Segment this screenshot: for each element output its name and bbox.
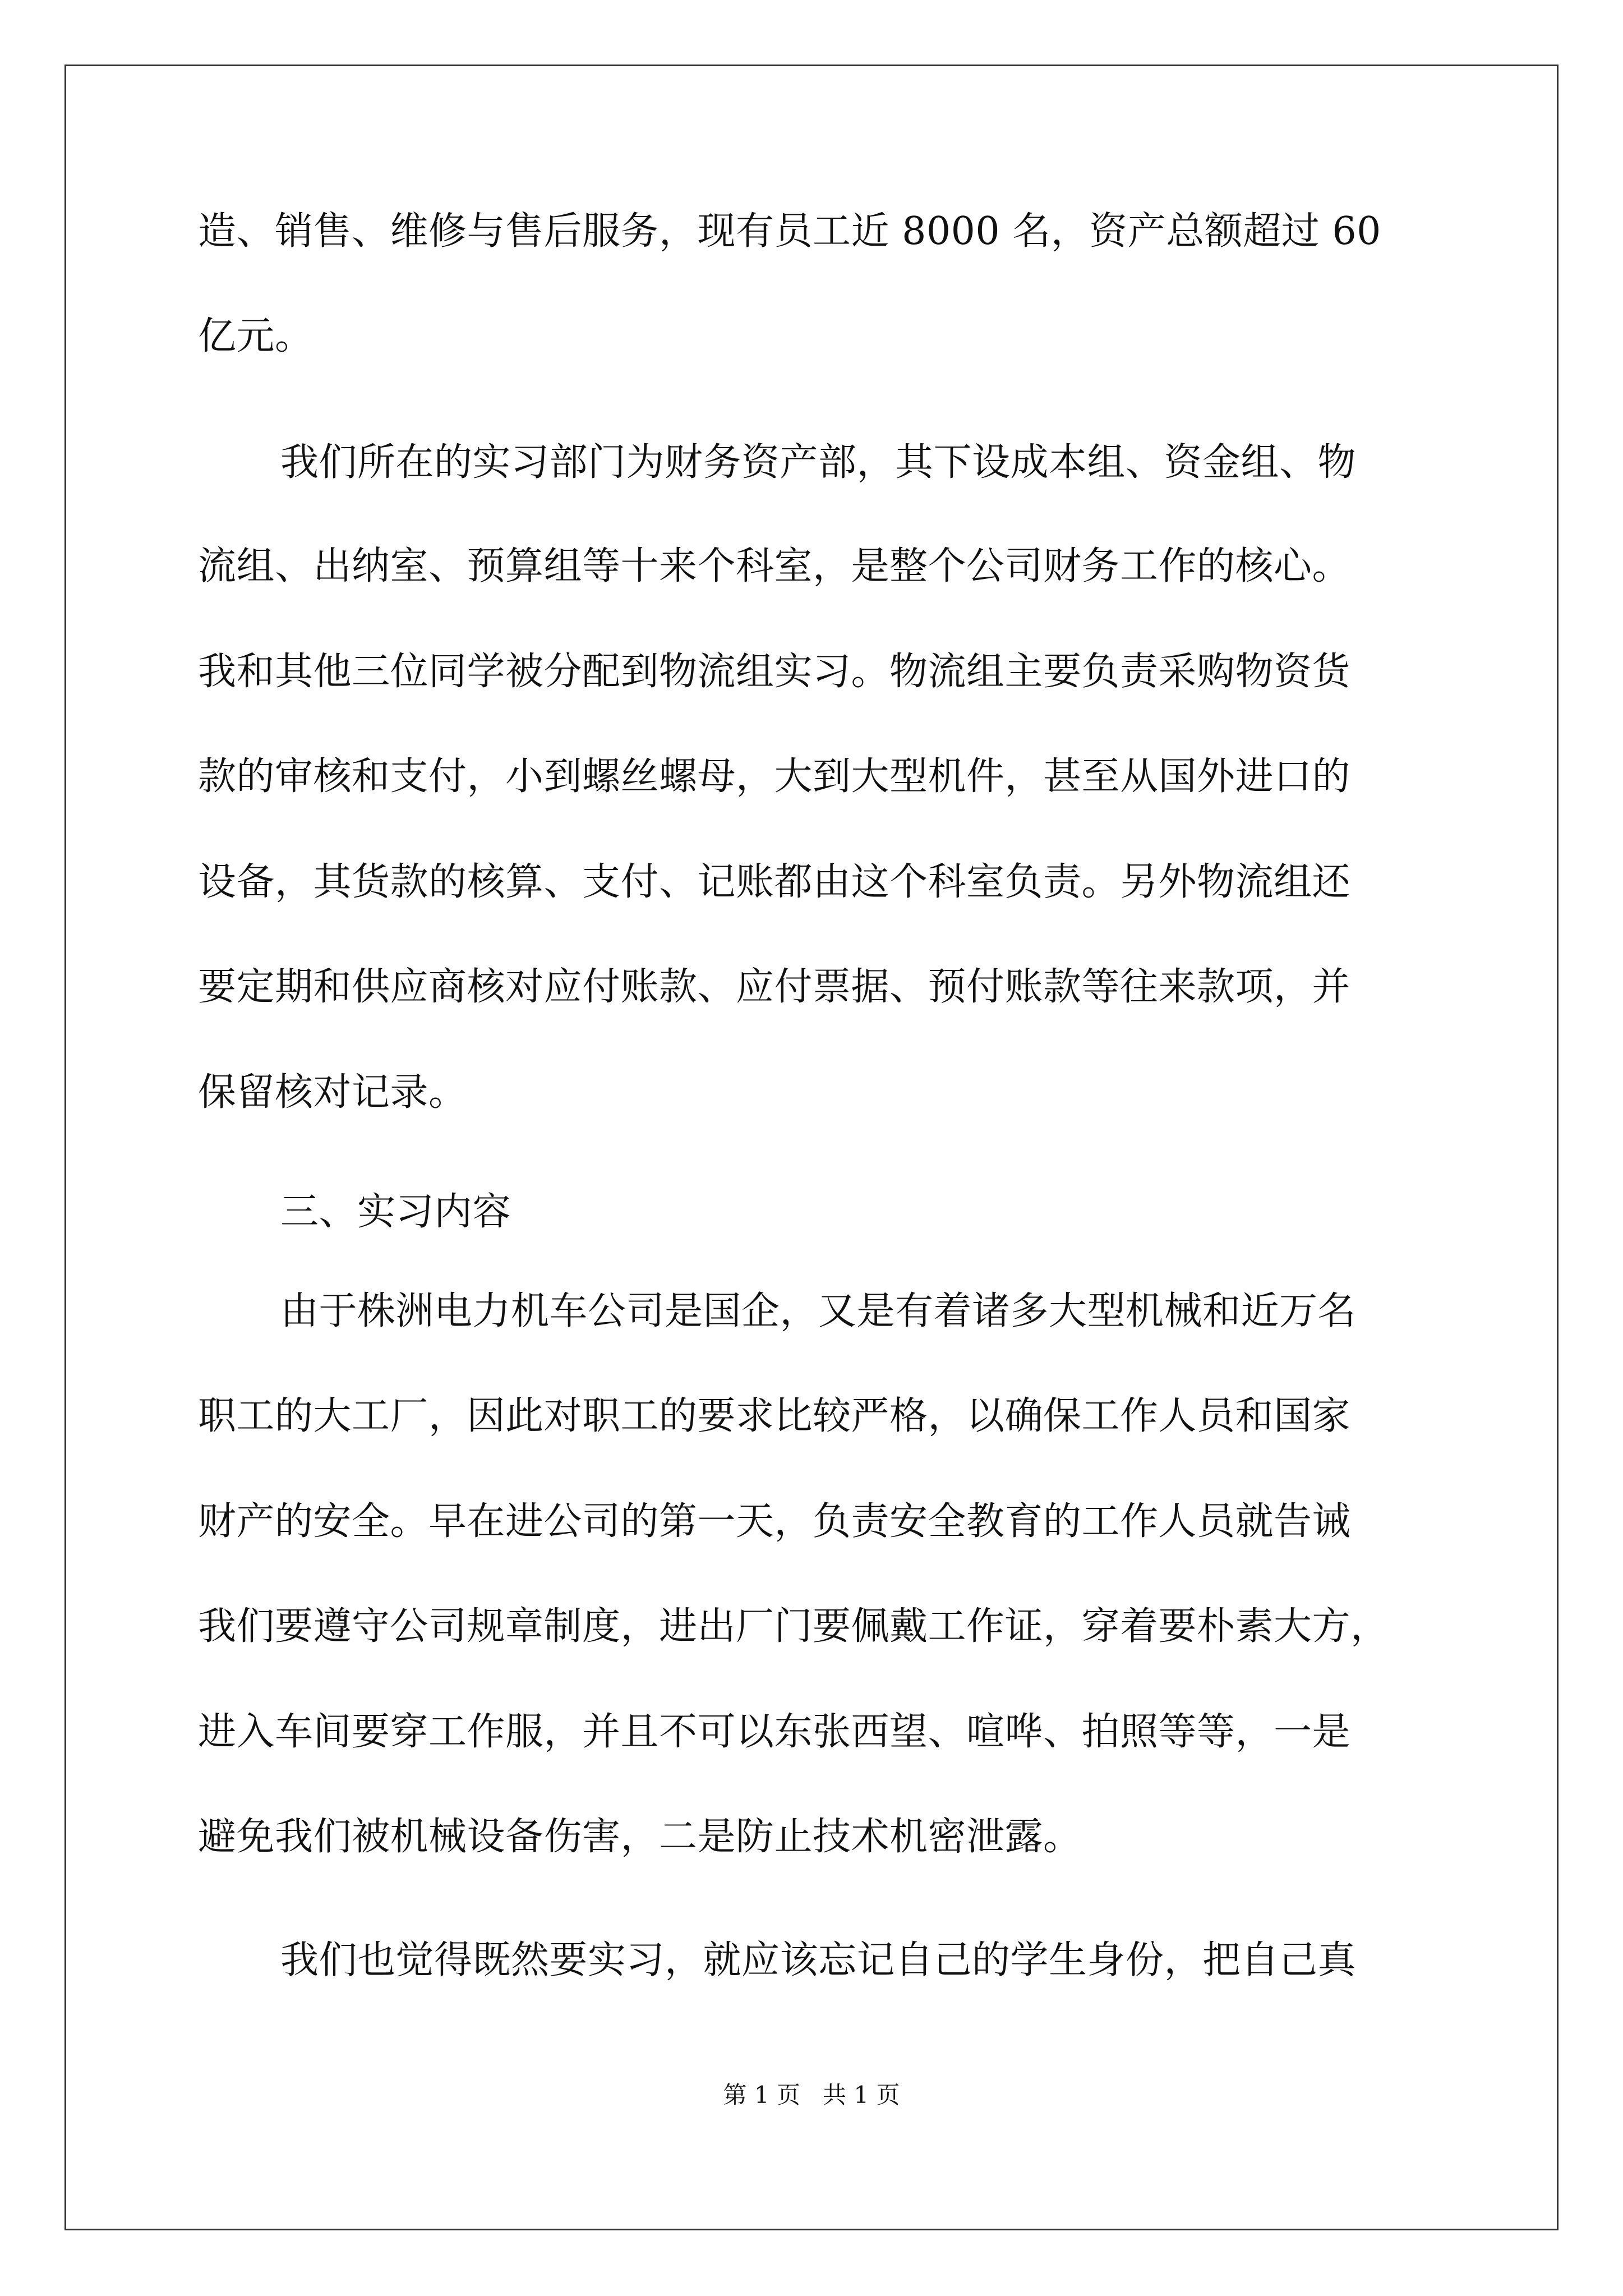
page-border xyxy=(64,65,1559,2230)
paragraph-start-line: 我们也觉得既然要实习，就应该忘记自己的学生身份，把自己真 xyxy=(280,1938,1357,1982)
text-line: 款的审核和支付，小到螺丝螺母，大到大型机件，甚至从国外进口的 xyxy=(198,754,1351,799)
paragraph-start-line: 我们所在的实习部门为财务资产部，其下设成本组、资金组、物 xyxy=(280,440,1357,485)
section-heading: 三、实习内容 xyxy=(280,1190,511,1234)
text-line: 我们要遵守公司规章制度，进出厂门要佩戴工作证，穿着要朴素大方， xyxy=(198,1604,1389,1649)
page-number-footer: 第 1 页 共 1 页 xyxy=(723,2081,900,2109)
text-line: 造、销售、维修与售后服务，现有员工近 8000 名，资产总额超过 60 xyxy=(198,209,1381,254)
text-line: 流组、出纳室、预算组等十来个科室，是整个公司财务工作的核心。 xyxy=(198,544,1351,588)
text-line: 进入车间要穿工作服，并且不可以东张西望、喧哗、拍照等等，一是 xyxy=(198,1710,1351,1754)
text-line: 设备，其货款的核算、支付、记账都由这个科室负责。另外物流组还 xyxy=(198,860,1351,904)
text-line: 我和其他三位同学被分配到物流组实习。物流组主要负责采购物资货 xyxy=(198,650,1351,694)
text-line: 财产的安全。早在进公司的第一天，负责安全教育的工作人员就告诫 xyxy=(198,1499,1351,1544)
text-line: 保留核对记录。 xyxy=(198,1070,467,1115)
paragraph-start-line: 由于株洲电力机车公司是国企，又是有着诸多大型机械和近万名 xyxy=(280,1289,1357,1333)
text-line: 职工的大工厂，因此对职工的要求比较严格，以确保工作人员和国家 xyxy=(198,1394,1351,1438)
text-line: 亿元。 xyxy=(198,314,313,358)
text-line: 避免我们被机械设备伤害，二是防止技术机密泄露。 xyxy=(198,1815,1082,1859)
text-line: 要定期和供应商核对应付账款、应付票据、预付账款等往来款项，并 xyxy=(198,965,1351,1009)
